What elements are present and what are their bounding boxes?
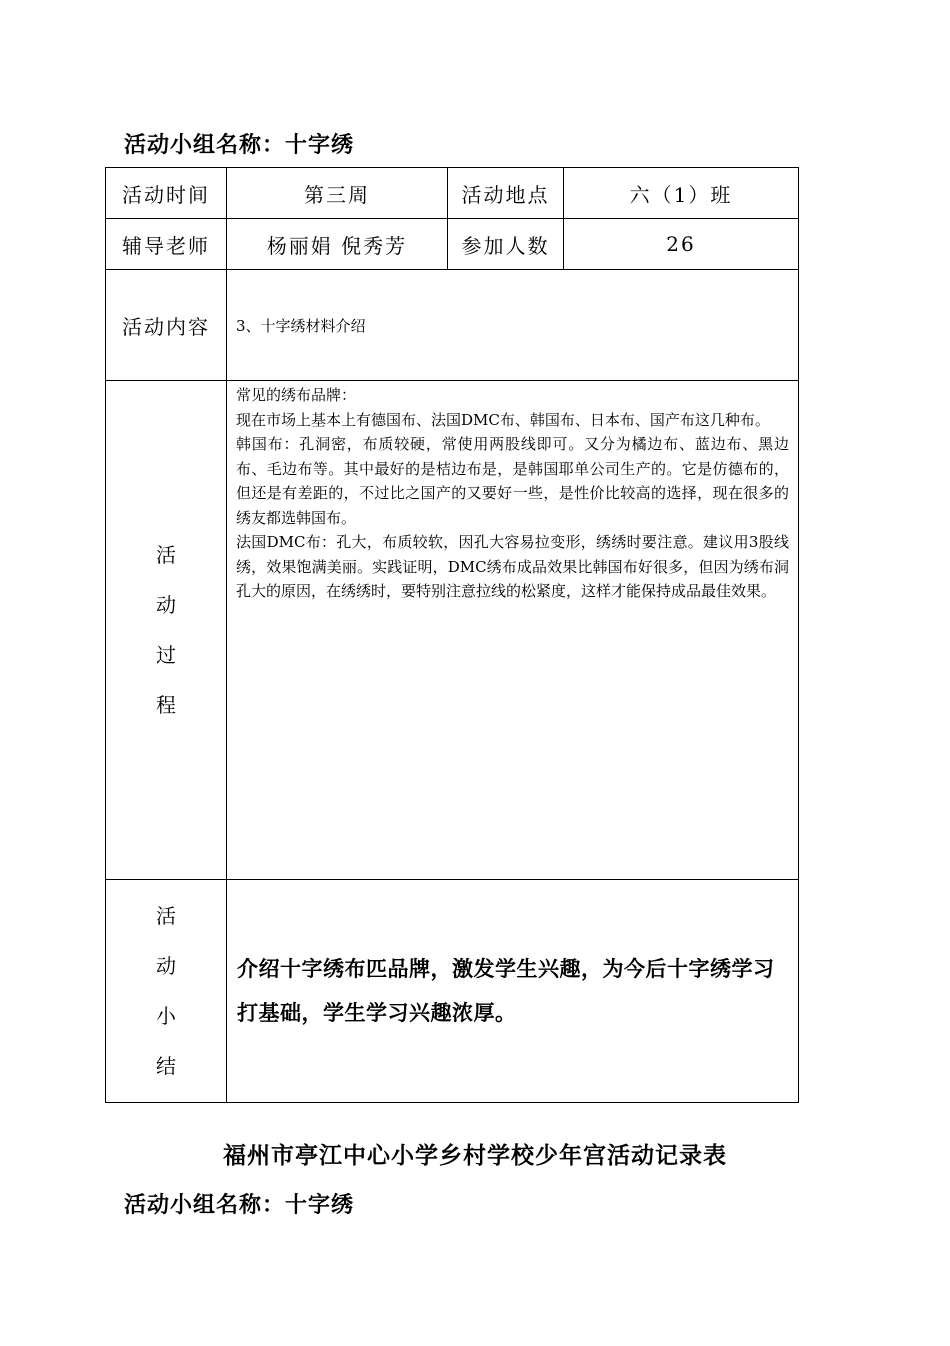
group-name-heading-bottom: 活动小组名称：十字绣 [124,1192,355,1218]
process-paragraph: 常见的绣布品牌： [236,386,357,404]
activity-process-label [106,381,227,880]
summary-label-char: 结 [156,1054,176,1078]
summary-label-char: 小 [156,1004,176,1028]
teacher-label: 辅导老师 [106,219,227,270]
process-label-char: 程 [156,693,176,717]
process-paragraph: 韩国布：孔洞密，布质较硬，常使用两股线即可。又分为橘边布、蓝边布、黑边布、毛边布等。其中最好的是桔边布是，是韩国耶单公司生产的。它是仿德布的，但还是有差距的，不过比之国产的又要好一些，是性价比较高的选择，现在很多的绣友都选韩国布。 [236,435,789,527]
process-paragraph: 现在市场上基本上有德国布、法国DMC布、韩国布、日本布、国产布这几种布。 [236,410,770,429]
table-row-time-place [106,168,799,219]
participant-count-label: 参加人数 [448,219,564,270]
activity-record-table [105,167,799,1103]
teacher-value: 杨丽娟 倪秀芳 [227,219,448,270]
table-row-summary [106,880,799,1103]
activity-time-label: 活动时间 [106,168,227,219]
activity-content-value: 3、十字绣材料介绍 [227,270,799,381]
summary-label-char: 活 [156,904,176,928]
table-row-content [106,270,799,381]
activity-summary-text: 介绍十字绣布匹品牌，激发学生兴趣，为今后十字绣学习打基础，学生学习兴趣浓厚。 [227,880,799,1103]
process-paragraph: 法国DMC布：孔大，布质较软，因孔大容易拉变形，绣绣时要注意。建议用3股线绣，效果饱满美丽。实践证明，DMC绣布成品效果比韩国布好很多，但因为绣布洞孔大的原因，在绣绣时，要特别注意拉线的松紧度，这样才能保持成品最佳效果。 [236,533,789,600]
process-label-char: 活 [156,543,176,567]
activity-place-label: 活动地点 [448,168,564,219]
process-label-char: 动 [156,593,176,617]
activity-place-value: 六（1）班 [564,168,799,219]
activity-process-text [227,381,799,880]
summary-label-char: 动 [156,954,176,978]
activity-content-label: 活动内容 [106,270,227,381]
table-row-process [106,381,799,880]
activity-time-value: 第三周 [227,168,448,219]
table-row-teacher-count [106,219,799,270]
document-title: 福州市亭江中心小学乡村学校少年宫活动记录表 [223,1142,727,1169]
group-name-heading: 活动小组名称：十字绣 [124,132,355,158]
process-label-char: 过 [156,643,176,667]
participant-count-value: 26 [564,219,799,270]
activity-summary-label [106,880,227,1103]
